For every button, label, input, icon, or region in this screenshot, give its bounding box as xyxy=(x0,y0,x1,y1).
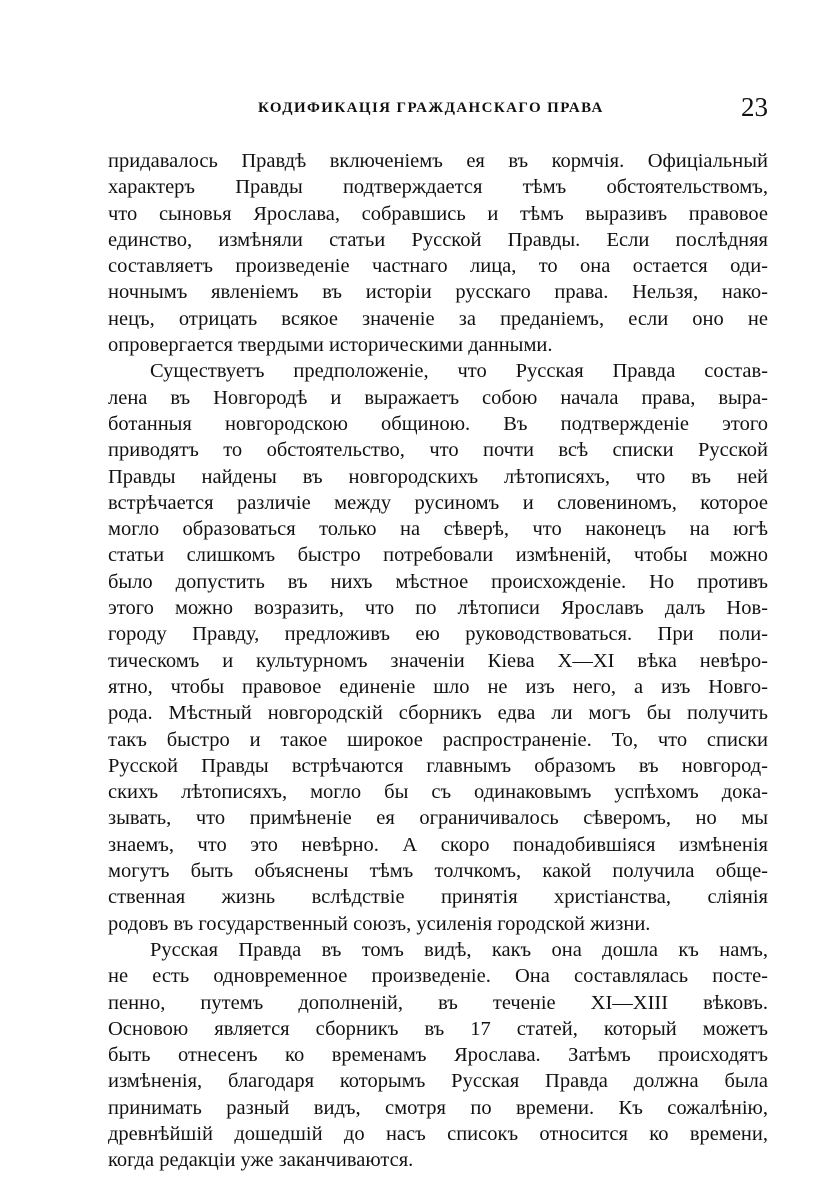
paragraph xyxy=(108,937,768,1174)
text-line: зывать, что примѣненіе ея ограничивалось сѣверомъ, но мы xyxy=(108,807,768,830)
text-line: лена въ Новгородѣ и выражаетъ собою начала права, выра- xyxy=(108,386,768,409)
text-line: Основою является сборникъ въ 17 статей, который можетъ xyxy=(108,1017,768,1040)
text-line: этого можно возразить, что по лѣтописи Ярославъ далъ Нов- xyxy=(108,597,768,620)
running-title: КОДИФИКАЦІЯ ГРАЖДАНСКАГО ПРАВА xyxy=(258,100,604,116)
text-line: древнѣйшій дошедшій до насъ списокъ относится ко времени, xyxy=(108,1122,768,1145)
text-line: скихъ лѣтописяхъ, могло бы съ одинаковымъ успѣхомъ дока- xyxy=(108,781,768,804)
text-line: было допустить въ нихъ мѣстное происхожденіе. Но противъ xyxy=(108,570,768,593)
text-line: ятно, чтобы правовое единеніе шло не изъ него, а изъ Новго- xyxy=(108,675,768,698)
text-line: единство, измѣняли статьи Русской Правды. Если послѣдняя xyxy=(108,228,768,251)
text-line: когда редакціи уже заканчиваются. xyxy=(108,1149,414,1172)
text-line: рода. Мѣстный новгородскій сборникъ едва ли могъ бы получить xyxy=(108,702,768,725)
text-line: измѣненія, благодаря которымъ Русская Правда должна была xyxy=(108,1070,768,1093)
text-line: ночнымъ явленіемъ въ исторіи русскаго права. Нельзя, нако- xyxy=(108,281,768,304)
text-line: Правды найдены въ новгородскихъ лѣтописяхъ, что въ ней xyxy=(108,465,768,488)
text-line: пенно, путемъ дополненій, въ теченіе XI—XIII вѣковъ. xyxy=(108,991,768,1014)
text-line: принимать разный видъ, смотря по времени. Къ сожалѣнію, xyxy=(108,1096,768,1119)
text-line: ственная жизнь вслѣдствіе принятія христіанства, слiянія xyxy=(108,886,768,909)
text-line: не есть одновременное произведеніе. Она составлялась посте- xyxy=(108,965,768,988)
text-line: городу Правду, предложивъ ею руководствоваться. При поли- xyxy=(108,623,768,646)
running-header xyxy=(100,92,768,126)
text-line: могло образоваться только на сѣверѣ, что наконецъ на югѣ xyxy=(108,518,768,541)
paragraph xyxy=(108,358,768,937)
text-line: Русская Правда въ томъ видѣ, какъ она дошла къ намъ, xyxy=(150,938,768,961)
text-line: родовъ въ государственный союзъ, усиленія городской жизни. xyxy=(108,912,651,935)
text-line: ботанныя новгородскою общиною. Въ подтвержденіе этого xyxy=(108,412,768,435)
text-line: знаемъ, что это невѣрно. А скоро понадобившіяся измѣненія xyxy=(108,833,768,856)
text-line: Существуетъ предположеніе, что Русская Правда состав- xyxy=(150,360,768,383)
page-number: 23 xyxy=(741,92,768,122)
text-line: статьи слишкомъ быстро потребовали измѣненій, чтобы можно xyxy=(108,544,768,567)
paragraph xyxy=(108,148,768,358)
text-line: что сыновья Ярослава, собравшись и тѣмъ выразивъ правовое xyxy=(108,202,768,225)
text-line: приводятъ то обстоятельство, что почти всѣ списки Русской xyxy=(108,439,768,462)
text-line: Русской Правды встрѣчаются главнымъ образомъ въ новгород- xyxy=(108,754,768,777)
text-line: нецъ, отрицать всякое значеніе за преданіемъ, если оно не xyxy=(108,307,768,330)
text-line: составляетъ произведеніе частнаго лица, то она остается оди- xyxy=(108,255,768,278)
text-line: характеръ Правды подтверждается тѣмъ обстоятельствомъ, xyxy=(108,176,768,199)
text-line: придавалось Правдѣ включеніемъ ея въ кормчія. Офиціальный xyxy=(108,150,768,172)
text-line: могутъ быть объяснены тѣмъ толчкомъ, какой получила обще- xyxy=(108,860,768,883)
text-line: тическомъ и культурномъ значеніи Кіева X—XI вѣка невѣро- xyxy=(108,649,768,672)
text-line: такъ быстро и такое широкое распространеніе. То, что списки xyxy=(108,728,768,751)
text-line: быть отнесенъ ко временамъ Ярослава. Затѣмъ происходятъ xyxy=(108,1044,768,1067)
text-line: опровергается твердыми историческими данными. xyxy=(108,334,553,357)
body-text xyxy=(108,148,768,1174)
text-line: встрѣчается различіе между русиномъ и словениномъ, которое xyxy=(108,491,768,514)
